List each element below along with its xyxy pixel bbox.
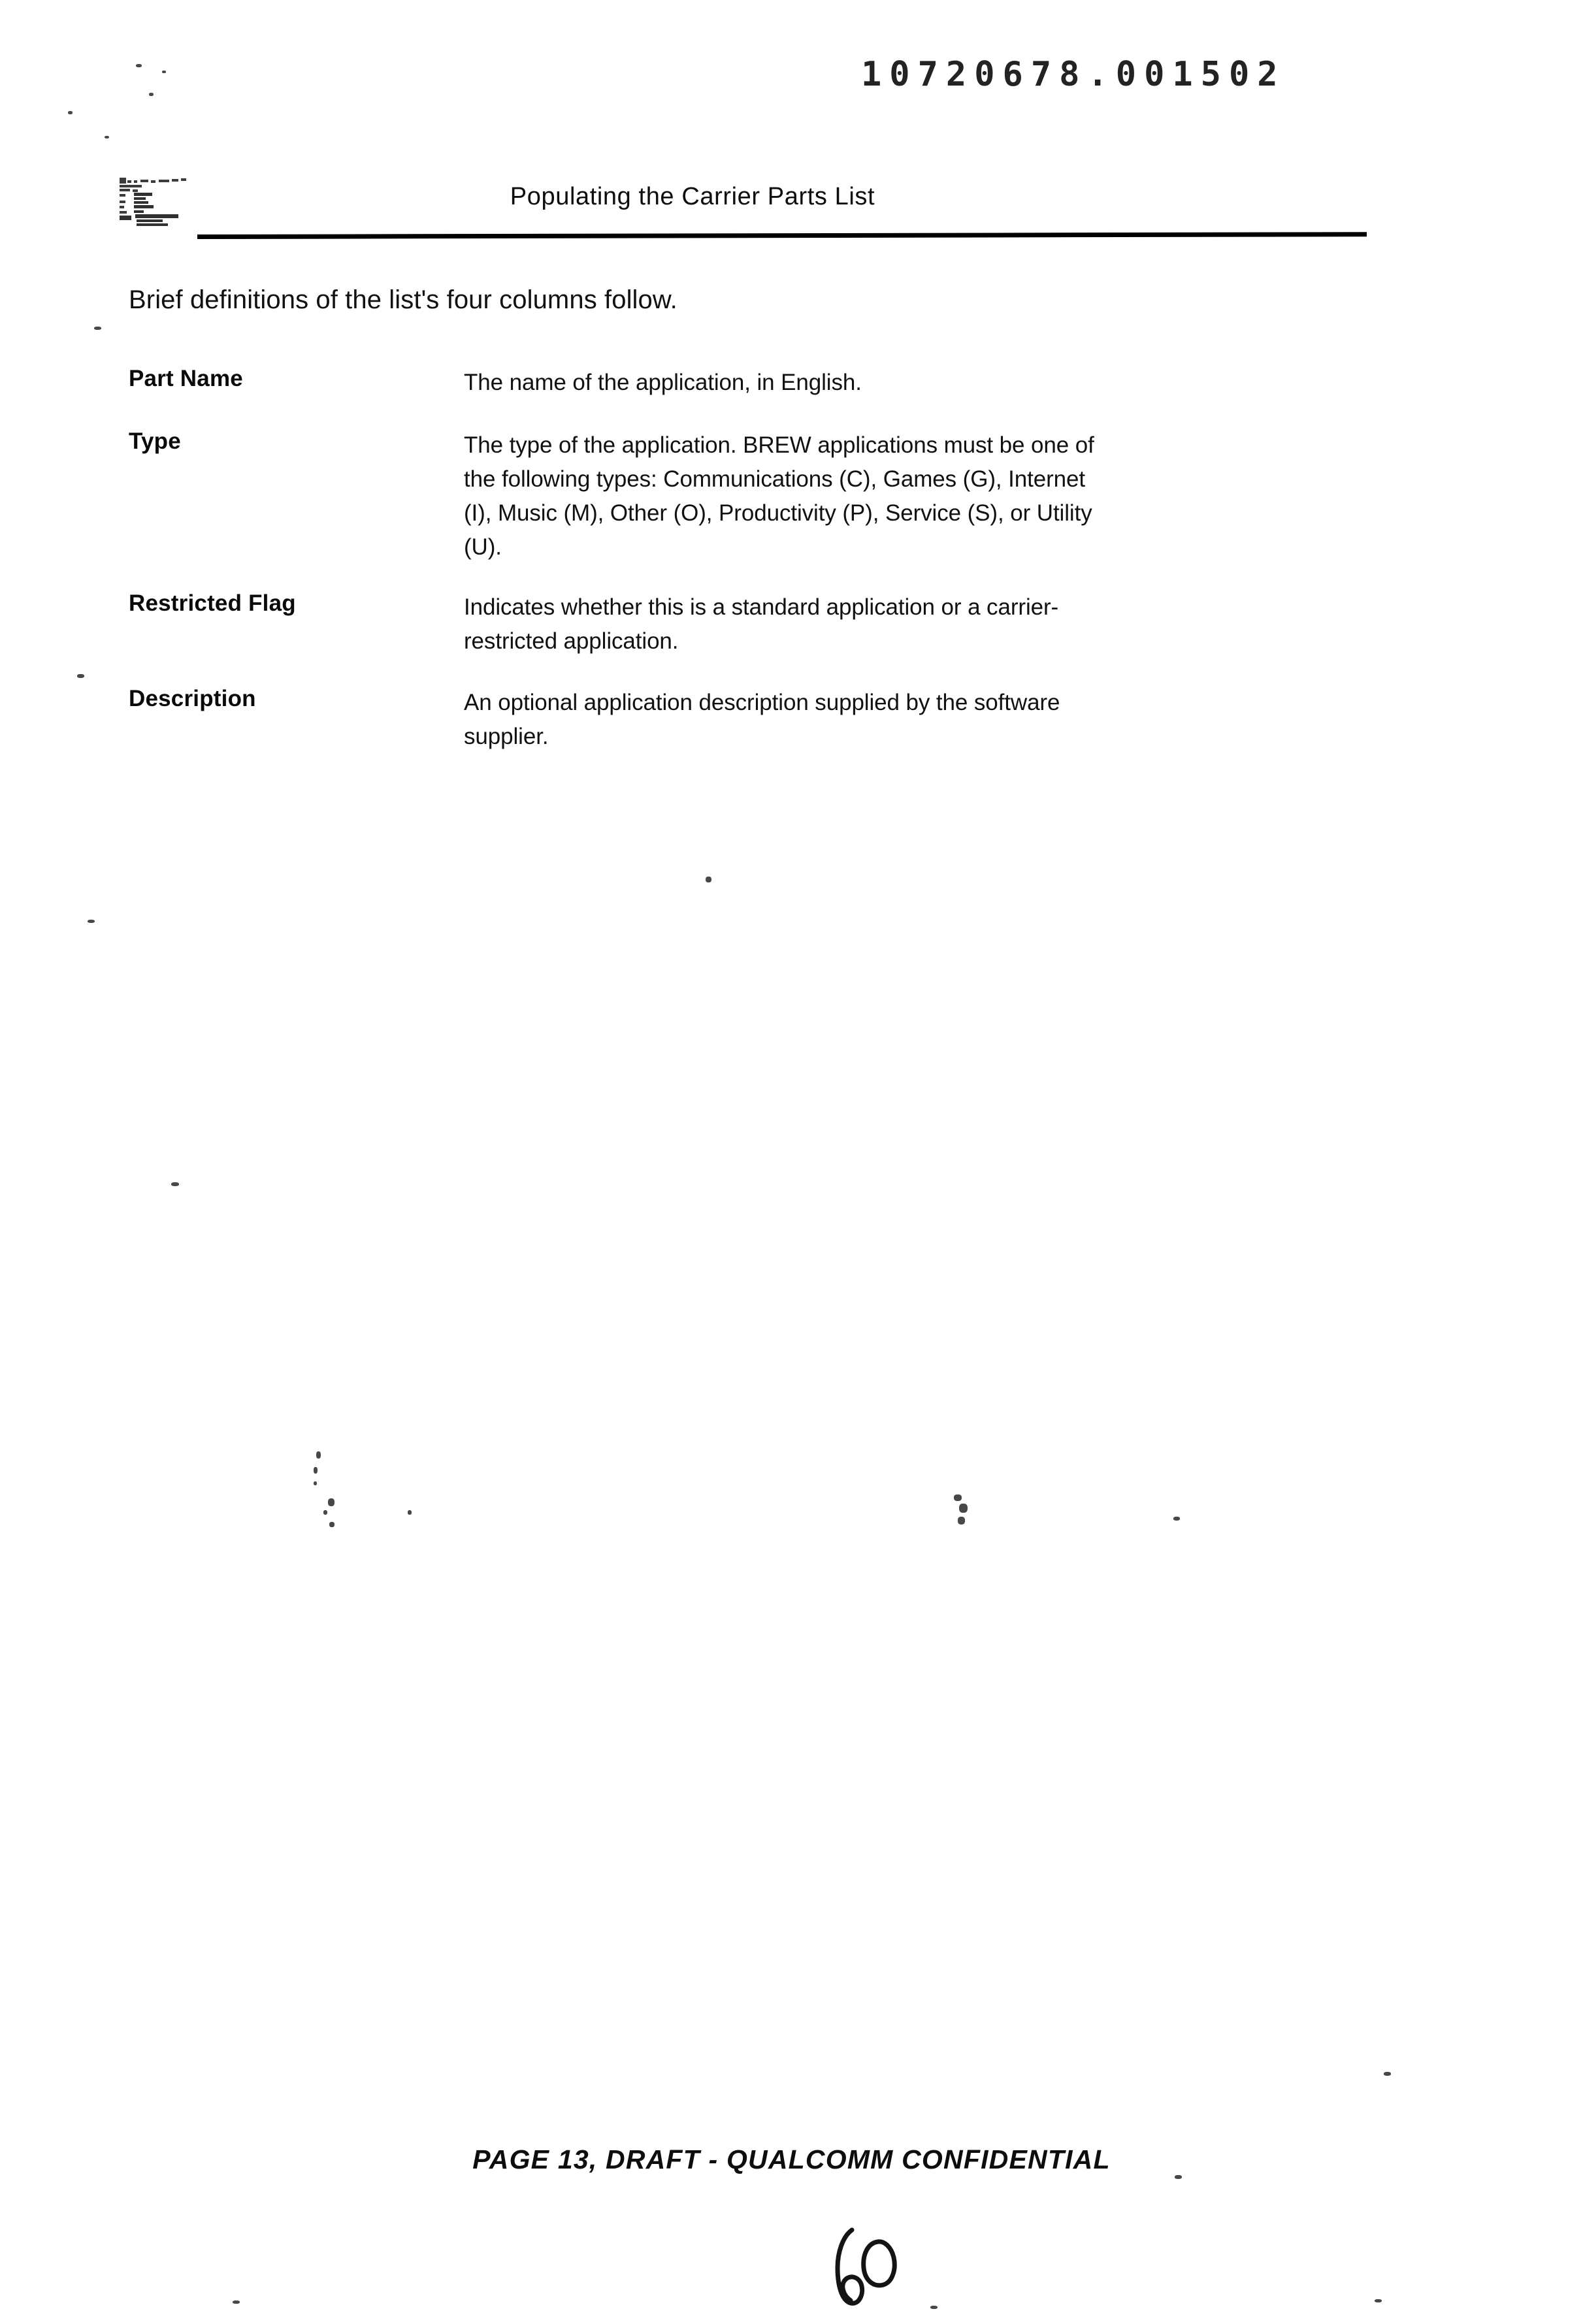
definition-term-type: Type [129, 428, 181, 454]
definition-description-restricted-flag: Indicates whether this is a standard application or a carrier-restricted application. [464, 594, 1059, 654]
definition-description-part-name: The name of the application, in English. [464, 370, 862, 395]
bates-number-stamp: 10720678.001502 [861, 55, 1286, 94]
header-divider-rule [197, 232, 1367, 239]
scan-artifact [105, 136, 109, 138]
handwritten-page-mark [775, 2222, 906, 2314]
scan-artifact [77, 674, 84, 678]
scan-artifact [136, 64, 142, 67]
definition-term-restricted-flag: Restricted Flag [129, 590, 296, 616]
intro-sentence: Brief definitions of the list's four columns follow. [129, 285, 677, 314]
scan-artifact [954, 1494, 962, 1501]
scan-artifact [233, 2300, 240, 2304]
scan-artifact [329, 1522, 335, 1527]
scan-artifact [706, 877, 711, 882]
scan-artifact [68, 111, 73, 114]
page-header [0, 171, 1583, 250]
scan-artifact [149, 93, 154, 96]
scan-artifact [1384, 2072, 1391, 2076]
scan-artifact [94, 327, 101, 330]
scan-artifact [930, 2306, 938, 2309]
scan-artifact [328, 1498, 335, 1506]
scan-artifact [1173, 1517, 1180, 1521]
scan-artifact [958, 1517, 965, 1525]
definition-description-type: The type of the application. BREW applications must be one of the following types: Communications (C), Games (G), Internet (I), Music (M), Other (O), Productivity (P), Service (S), or Utility (U). [464, 432, 1094, 560]
scan-artifact [1175, 2175, 1182, 2179]
scan-artifact [959, 1504, 968, 1513]
scan-artifact [88, 920, 95, 923]
scan-artifact [1375, 2299, 1382, 2302]
page-footer-text: PAGE 13, DRAFT - QUALCOMM CONFIDENTIAL [472, 2144, 1111, 2174]
definition-list [0, 366, 1583, 771]
scan-artifact [162, 71, 166, 73]
scan-artifact [314, 1481, 317, 1485]
definition-row-type [0, 428, 1583, 564]
definition-term-part-name: Part Name [129, 366, 243, 391]
scan-artifact [316, 1451, 321, 1459]
running-header-title: Populating the Carrier Parts List [510, 183, 875, 210]
scan-artifact [314, 1467, 318, 1474]
scan-artifact [323, 1510, 327, 1515]
definition-term-description: Description [129, 686, 256, 711]
scan-artifact [171, 1182, 179, 1186]
scan-artifact [408, 1510, 412, 1515]
definition-row-part-name [0, 366, 1583, 400]
definition-row-restricted-flag [0, 590, 1583, 658]
definition-description-description: An optional application description supplied by the software supplier. [464, 690, 1060, 749]
definition-row-description [0, 686, 1583, 754]
